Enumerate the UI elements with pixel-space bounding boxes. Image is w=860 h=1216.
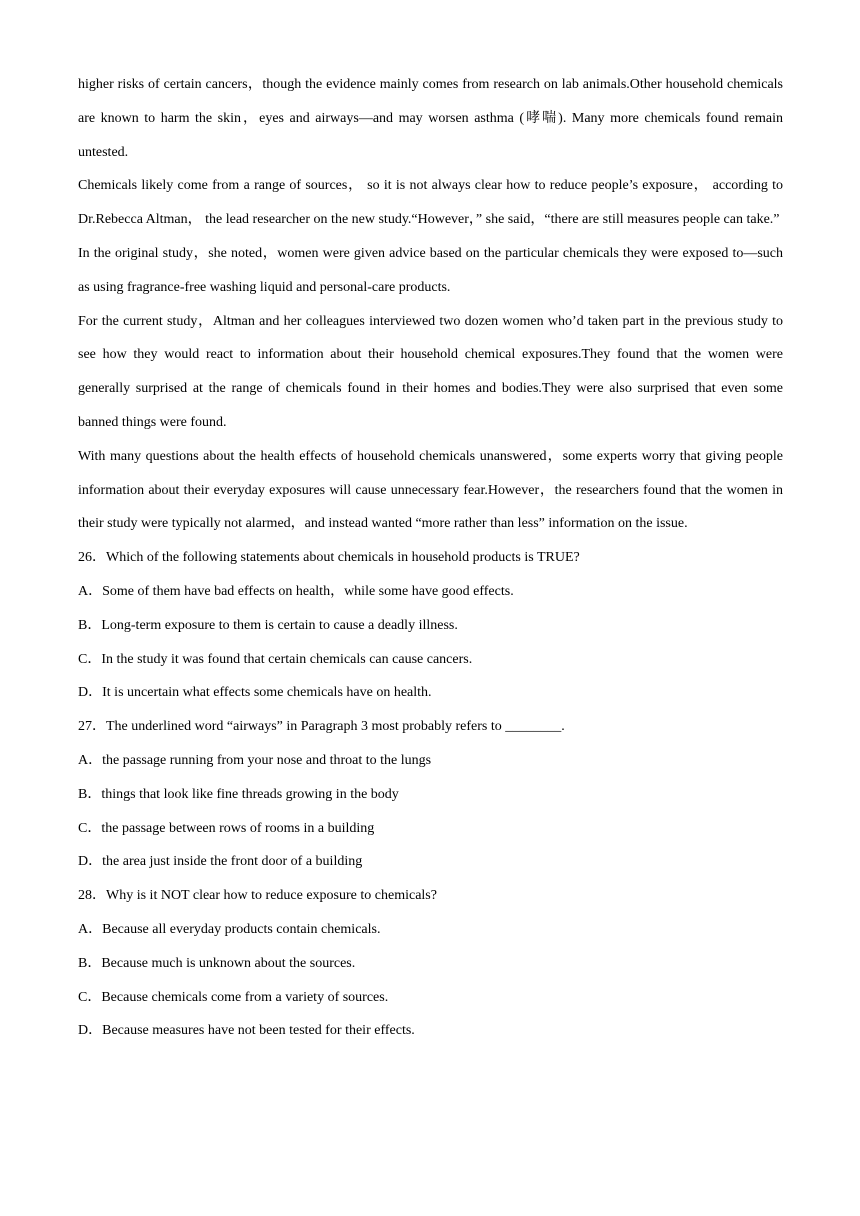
- question-number: 28．: [78, 888, 106, 904]
- option-c: [78, 643, 783, 677]
- question-stem: [78, 710, 783, 744]
- document-page: [78, 68, 783, 1048]
- option-text: the area just inside the front door of a building: [102, 854, 363, 870]
- option-letter: D．: [78, 1023, 103, 1039]
- option-a: [78, 913, 783, 947]
- question-stem: [78, 879, 783, 913]
- option-letter: C．: [78, 820, 102, 836]
- question-stem: [78, 541, 783, 575]
- question-number: 27．: [78, 719, 106, 735]
- option-text: Because chemicals come from a variety of sources.: [101, 989, 389, 1005]
- option-b: [78, 609, 783, 643]
- question-27: [78, 710, 783, 879]
- question-number: 26．: [78, 550, 106, 566]
- option-a: [78, 575, 783, 609]
- option-letter: D．: [78, 685, 103, 701]
- option-text: In the study it was found that certain chemicals can cause cancers.: [101, 651, 473, 667]
- passage-paragraph-4: For the current study，Altman and her colleagues interviewed two dozen women who’d taken part in the previous study to see how they would react to information about their household chemical exposures.They found that the women were generally surprised at the range of chemicals found in their homes and bodies.They were also surprised that even some banned things were found.: [78, 313, 783, 430]
- passage-paragraph-1: higher risks of certain cancers，though the evidence mainly comes from research on lab animals.Other household chemicals are known to harm the skin，eyes and airways—and may worsen asthma (哮喘). Many more chemicals found remain untested.: [78, 77, 783, 160]
- option-letter: B．: [78, 617, 102, 633]
- option-text: It is uncertain what effects some chemicals have on health.: [102, 685, 432, 701]
- passage-paragraph-3: In the original study，she noted，women were given advice based on the particular chemicals they were exposed to—such as using fragrance-free washing liquid and personal-care products.: [78, 245, 783, 295]
- question-text: The underlined word “airways” in Paragraph 3 most probably refers to ________.: [106, 719, 565, 735]
- option-text: Because much is unknown about the sources.: [101, 955, 356, 971]
- option-c: [78, 981, 783, 1015]
- option-text: things that look like fine threads growing in the body: [101, 786, 399, 802]
- question-text: Why is it NOT clear how to reduce exposure to chemicals?: [106, 888, 437, 904]
- option-text: Some of them have bad effects on health，while some have good effects.: [102, 583, 514, 599]
- option-letter: A．: [78, 921, 103, 937]
- option-text: Because all everyday products contain chemicals.: [102, 921, 381, 937]
- option-letter: A．: [78, 583, 103, 599]
- option-d: [78, 1014, 783, 1048]
- question-26: [78, 541, 783, 710]
- option-text: Because measures have not been tested for their effects.: [102, 1023, 415, 1039]
- option-b: [78, 778, 783, 812]
- option-letter: B．: [78, 955, 102, 971]
- option-text: the passage running from your nose and throat to the lungs: [102, 752, 432, 768]
- question-28: [78, 879, 783, 1048]
- option-letter: C．: [78, 651, 102, 667]
- passage-paragraph-2: Chemicals likely come from a range of sources， so it is not always clear how to reduce people’s exposure， according to Dr.Rebecca Altman， the lead researcher on the new study.“However，” she said，“there are still measures people can take.”: [78, 178, 783, 228]
- option-c: [78, 812, 783, 846]
- option-letter: B．: [78, 786, 102, 802]
- passage-paragraph-5: With many questions about the health effects of household chemicals unanswered，some experts worry that giving people information about their everyday exposures will cause unnecessary fear.However，the researchers found that the women in their study were typically not alarmed，and instead wanted “more rather than less” information on the issue.: [78, 448, 783, 532]
- question-text: Which of the following statements about chemicals in household products is TRUE?: [106, 550, 580, 566]
- option-d: [78, 845, 783, 879]
- option-d: [78, 676, 783, 710]
- option-a: [78, 744, 783, 778]
- option-letter: A．: [78, 752, 103, 768]
- option-b: [78, 947, 783, 981]
- option-text: Long-term exposure to them is certain to cause a deadly illness.: [101, 617, 458, 633]
- option-text: the passage between rows of rooms in a building: [101, 820, 375, 836]
- option-letter: C．: [78, 989, 102, 1005]
- reading-passage: [78, 68, 783, 541]
- option-letter: D．: [78, 854, 103, 870]
